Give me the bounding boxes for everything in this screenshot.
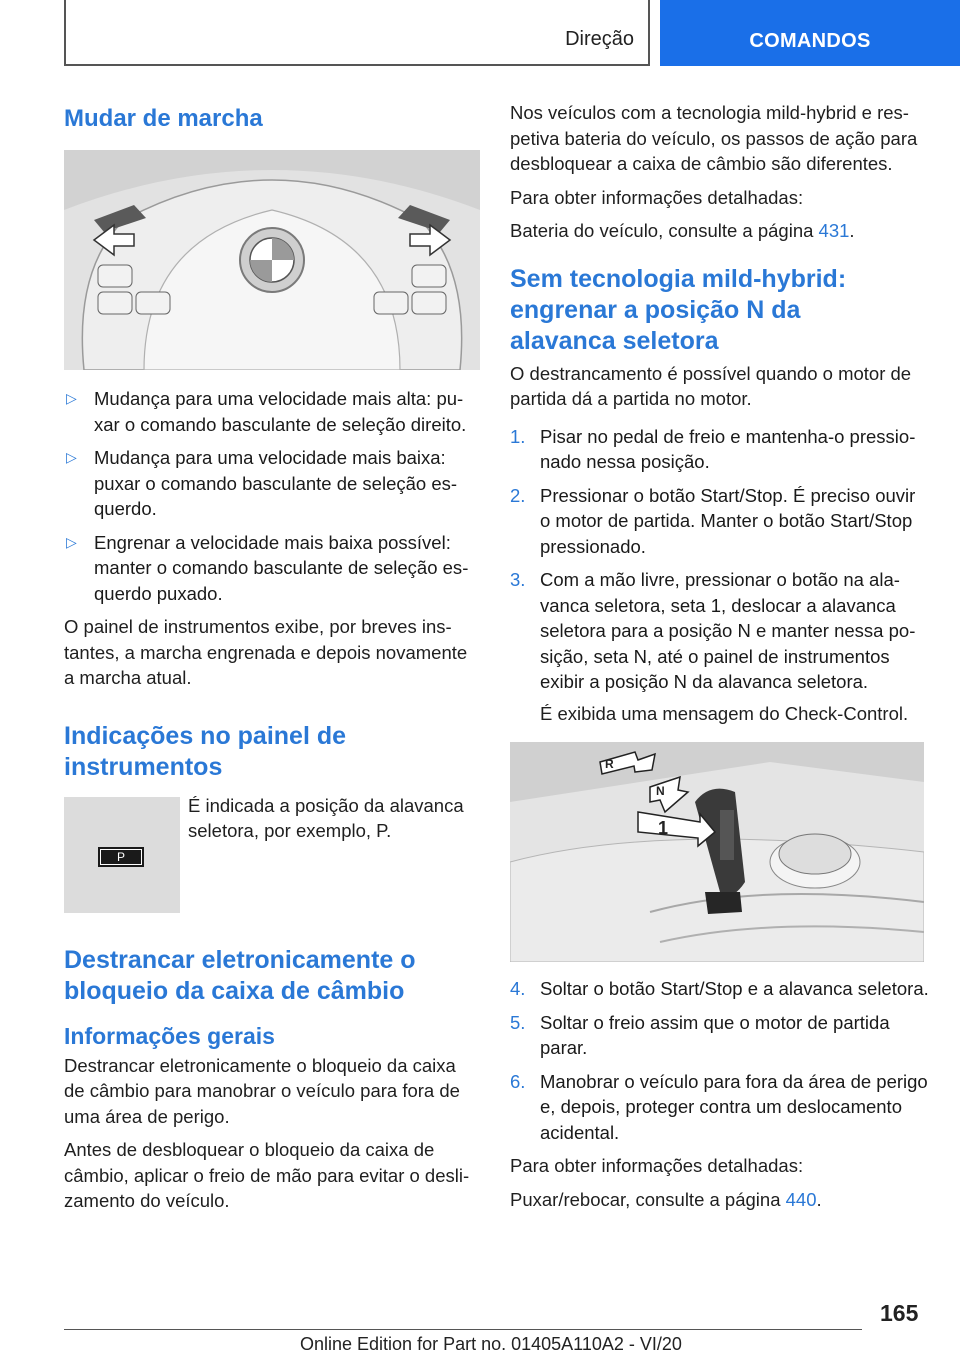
no-mild-hybrid-title: Sem tecnologia mild-hybrid: engrenar a posição N da alavanca seletora [510,264,847,355]
arrow-label-1: 1 [658,818,669,838]
no-mild-hybrid-paragraph: O destrancamento é possível quando o motor de partida dá a partida no motor. [510,362,912,409]
header-section-box [660,0,960,66]
triangle-bullet-icon: ▷ [66,390,77,406]
indication-title: Indicações no painel de instrumentos [64,721,347,781]
list-item: ▷ Engrenar a velocidade mais baixa possível: manter o comando basculante de seleção esquerdo puxado. [66,531,469,604]
shift-title: Mudar de marcha [64,105,263,132]
header-section: COMANDOS [749,30,871,52]
list-item: ▷ Mudança para uma velocidade mais alta: puxar o comando basculante de seleção direito. [66,388,467,435]
list-item: 6. Manobrar o veículo para fora da área de perigo e, depois, proteger contra um deslocamento acidental. [510,1070,928,1143]
list-item: 1. Pisar no pedal de freio e mantenha-o pressionado nessa posição. [510,425,916,472]
left-column [64,100,480,1214]
list-item: 5. Soltar o freio assim que o motor de partida parar. [510,1011,890,1058]
list-item: ▷ Mudança para uma velocidade mais baixa: puxar o comando basculante de seleção esquerdo. [66,447,458,519]
info-title: Informações gerais [64,1022,275,1049]
gear-indicator-p [98,847,144,867]
selector-lever-figure [510,742,924,962]
right-column [510,100,930,1212]
footer-edition: Online Edition for Part no. 01405A110A2 - VI/20 [300,1334,682,1354]
list-item: 3. Com a mão livre, pressionar o botão na alavanca seletora, seta 1, deslocar a alavanca seletora para a posição N e manter nessa posição, seta N, até o painel de instrumentos exibir a posição N da alavanca seletora. [510,569,916,692]
details-label-2: Para obter informações detalhadas: [510,1155,804,1176]
page-link-440[interactable]: 440 [785,1188,817,1210]
battery-reference: Bateria do veículo, consulte a página 431. [510,220,855,241]
check-control-note: É exibida uma mensagem do Check-Control. [540,702,909,724]
indication-text: É indicada a posição da alavanca seletora, por exemplo, P. [188,794,464,841]
list-item: 2. Pressionar o botão Start/Stop. É preciso ouvir o motor de partida. Manter o botão Start/Stop pressionado. [510,484,916,557]
steps-list-b [510,976,930,1145]
arrow-label-r: R [605,757,614,771]
shift-bullet-list [64,386,480,606]
steering-wheel-illustration [64,150,480,370]
selector-lever-illustration [510,742,924,962]
arrow-label-n: N [656,784,665,798]
page-number: 165 [880,1300,919,1326]
header-chapter-box [64,0,650,66]
indication-block [64,794,480,915]
mild-hybrid-paragraph: Nos veículos com a tecnologia mild-hybrid e respetiva bateria do veículo, os passos de ação para desbloquear a caixa de câmbio são diferentes. [510,102,918,174]
triangle-bullet-icon: ▷ [66,533,77,550]
unlock-title: Destrancar eletronicamente o bloqueio da caixa de câmbio [64,945,416,1005]
page-link-431[interactable]: 431 [818,220,850,241]
towing-reference: Puxar/rebocar, consulte a página 440. [510,1188,822,1210]
details-label-1: Para obter informações detalhadas: [510,186,804,208]
shift-paragraph: O painel de instrumentos exibe, por breves instantes, a marcha engrenada e depois novamente a marcha atual. [64,616,468,688]
list-item: 4. Soltar o botão Start/Stop e a alavanca seletora. [510,978,929,999]
triangle-bullet-icon: ▷ [66,449,77,465]
info-paragraph-1: Destrancar eletronicamente o bloqueio da caixa de câmbio para manobrar o veículo para fora de uma área de perigo. [64,1054,460,1127]
steering-wheel-figure [64,150,480,370]
header-chapter: Direção [565,28,634,50]
info-paragraph-2: Antes de desbloquear o bloqueio da caixa de câmbio, aplicar o freio de mão para evitar o deslizamento do veículo. [64,1139,470,1211]
indication-figure [64,797,180,913]
gear-letter: P [100,849,142,865]
footer-divider [64,1329,862,1330]
steps-list-a [510,424,930,695]
